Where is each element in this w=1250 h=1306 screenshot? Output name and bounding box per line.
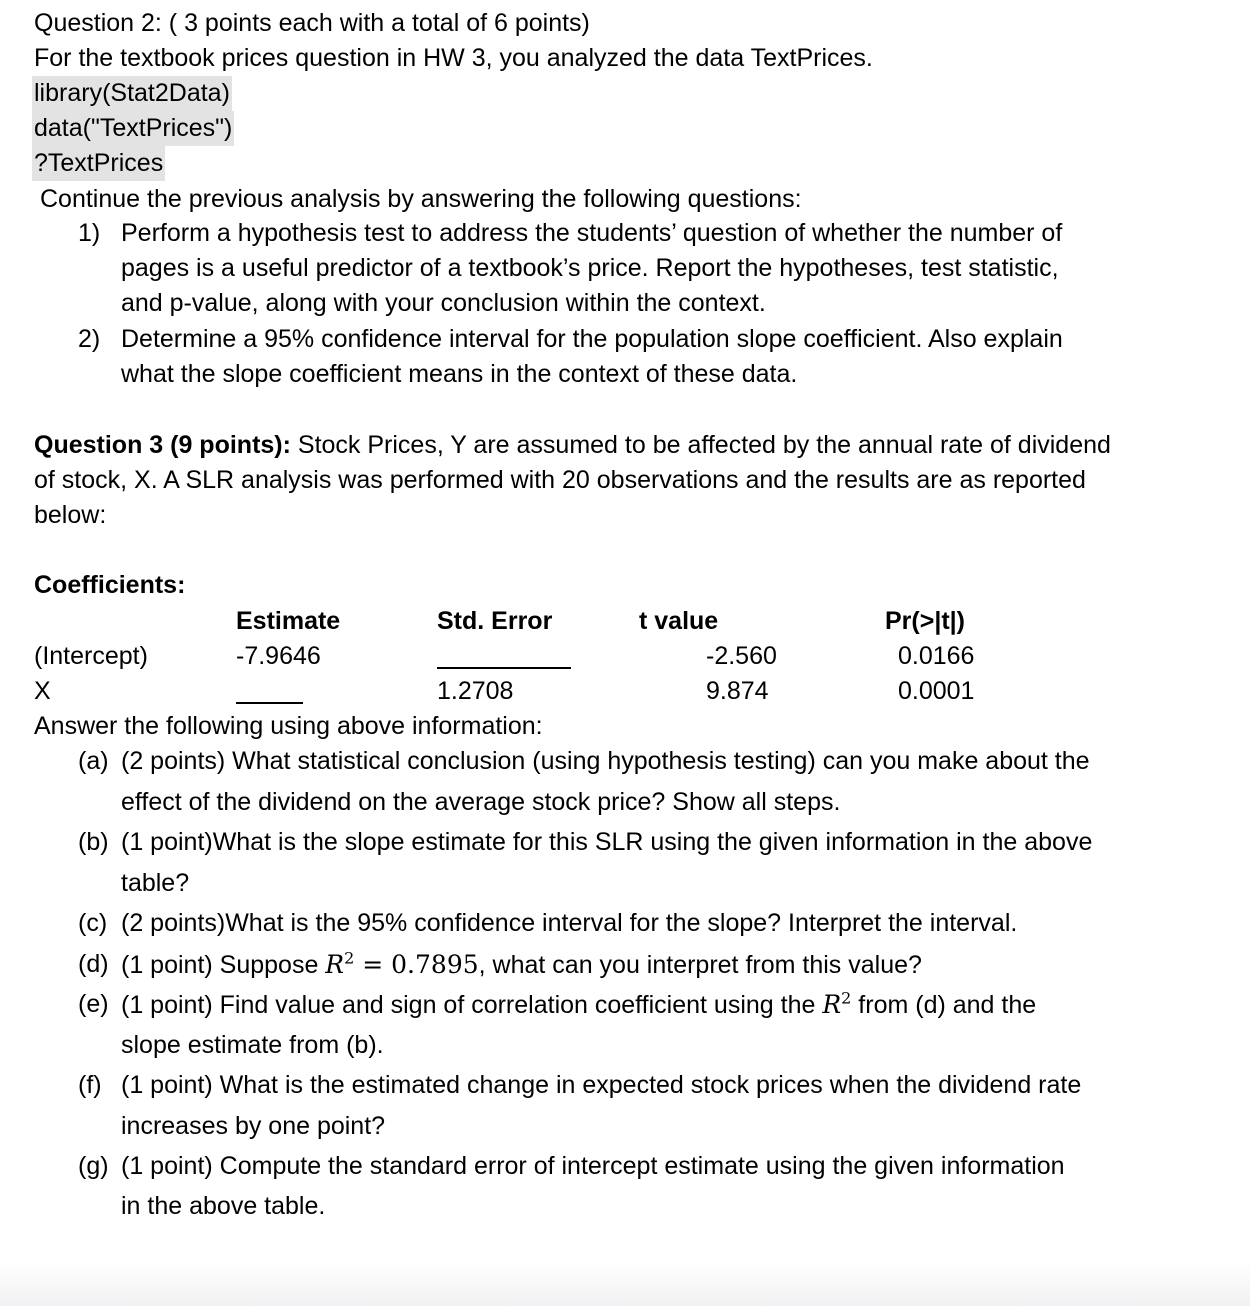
item-g-line-1: (1 point) Compute the standard error of intercept estimate using the given information: [121, 1152, 1065, 1180]
item-e-label: (e): [78, 990, 109, 1018]
q3-line-2: below:: [34, 501, 107, 529]
item-d-label: (d): [78, 950, 109, 978]
row-x-p-value: 0.0001: [898, 677, 975, 705]
item-d-line-1: [121, 947, 922, 983]
code-line-1: [32, 76, 232, 111]
row-intercept-estimate: -7.9646: [236, 642, 321, 670]
blank-line: [236, 674, 303, 704]
answer-intro: Answer the following using above information:: [34, 712, 543, 740]
item-e-post: from (d) and the: [851, 991, 1037, 1019]
code-text: ?TextPrices: [32, 146, 165, 181]
item-a-line-1: (2 points) What statistical conclusion (using hypothesis testing) can you make about the: [121, 747, 1090, 775]
item-f-label: (f): [78, 1071, 102, 1099]
blank-line: [437, 639, 571, 669]
row-intercept-p-value: 0.0166: [898, 642, 975, 670]
q2-item-2-line-1: Determine a 95% confidence interval for the population slope coefficient. Also explain: [121, 325, 1063, 353]
row-x-label: X: [34, 677, 51, 705]
item-g-line-2: in the above table.: [121, 1192, 326, 1220]
item-b-line-1: (1 point)What is the slope estimate for this SLR using the given information in the above: [121, 828, 1093, 856]
row-x-std-error: 1.2708: [437, 677, 514, 705]
item-b-label: (b): [78, 828, 109, 856]
row-intercept-std-error-blank: [437, 639, 571, 679]
q2-item-1-line-3: and p-value, along with your conclusion within the context.: [121, 289, 766, 317]
code-line-2: [32, 111, 234, 146]
q2-item-1-number: 1): [78, 219, 101, 247]
page-bottom-edge: [0, 1262, 1250, 1306]
item-g-label: (g): [78, 1152, 109, 1180]
q2-continue: Continue the previous analysis by answering the following questions:: [40, 185, 802, 213]
q2-item-1-line-1: Perform a hypothesis test to address the students’ question of whether the number of: [121, 219, 1063, 247]
q3-heading-rest: Stock Prices, Y are assumed to be affected by the annual rate of dividend: [290, 431, 1111, 459]
item-c-line-1: (2 points)What is the 95% confidence interval for the slope? Interpret the interval.: [121, 909, 1018, 937]
q3-heading: [34, 428, 1111, 463]
item-c-label: (c): [78, 909, 108, 937]
coefficients-title: Coefficients:: [34, 571, 186, 599]
row-intercept-label: (Intercept): [34, 642, 148, 670]
col-header-std-error: Std. Error: [437, 607, 553, 635]
col-header-p-value: Pr(>|t|): [885, 607, 965, 635]
item-d-pre: (1 point) Suppose: [121, 951, 326, 979]
q2-heading: Question 2: ( 3 points each with a total of 6 points): [34, 9, 590, 37]
col-header-estimate: Estimate: [236, 607, 341, 635]
item-f-line-2: increases by one point?: [121, 1112, 386, 1140]
code-text: library(Stat2Data): [32, 76, 232, 111]
row-x-estimate-blank: [236, 674, 303, 714]
item-d-post: , what can you interpret from this value?: [478, 951, 922, 979]
q2-intro: For the textbook prices question in HW 3, you analyzed the data TextPrices.: [34, 44, 873, 72]
item-b-line-2: table?: [121, 869, 190, 897]
r-exponent: 2: [344, 948, 355, 968]
r-exponent: 2: [841, 988, 852, 1008]
r-squared-value: = 0.7895: [354, 950, 479, 979]
col-header-t-value: t value: [639, 607, 719, 635]
item-e-line-1: [121, 987, 1036, 1023]
row-intercept-t-value: -2.560: [706, 642, 777, 670]
q2-item-1-line-2: pages is a useful predictor of a textbook’s price. Report the hypotheses, test statistic,: [121, 254, 1059, 282]
r-symbol: R: [325, 950, 345, 979]
item-f-line-1: (1 point) What is the estimated change in expected stock prices when the dividend rate: [121, 1071, 1082, 1099]
q2-item-2-line-2: what the slope coefficient means in the context of these data.: [121, 360, 798, 388]
item-e-pre: (1 point) Find value and sign of correlation coefficient using the: [121, 991, 823, 1019]
row-x-t-value: 9.874: [706, 677, 769, 705]
item-a-line-2: effect of the dividend on the average stock price? Show all steps.: [121, 788, 841, 816]
code-text: data("TextPrices"): [32, 111, 234, 146]
q3-heading-bold: Question 3 (9 points):: [34, 431, 291, 459]
q2-item-2-number: 2): [78, 325, 101, 353]
r-symbol: R: [822, 990, 842, 1019]
item-a-label: (a): [78, 747, 109, 775]
q3-line-1: of stock, X. A SLR analysis was performed with 20 observations and the results are as reported: [34, 466, 1086, 494]
item-e-line-2: slope estimate from (b).: [121, 1031, 384, 1059]
code-line-3: [32, 146, 165, 181]
